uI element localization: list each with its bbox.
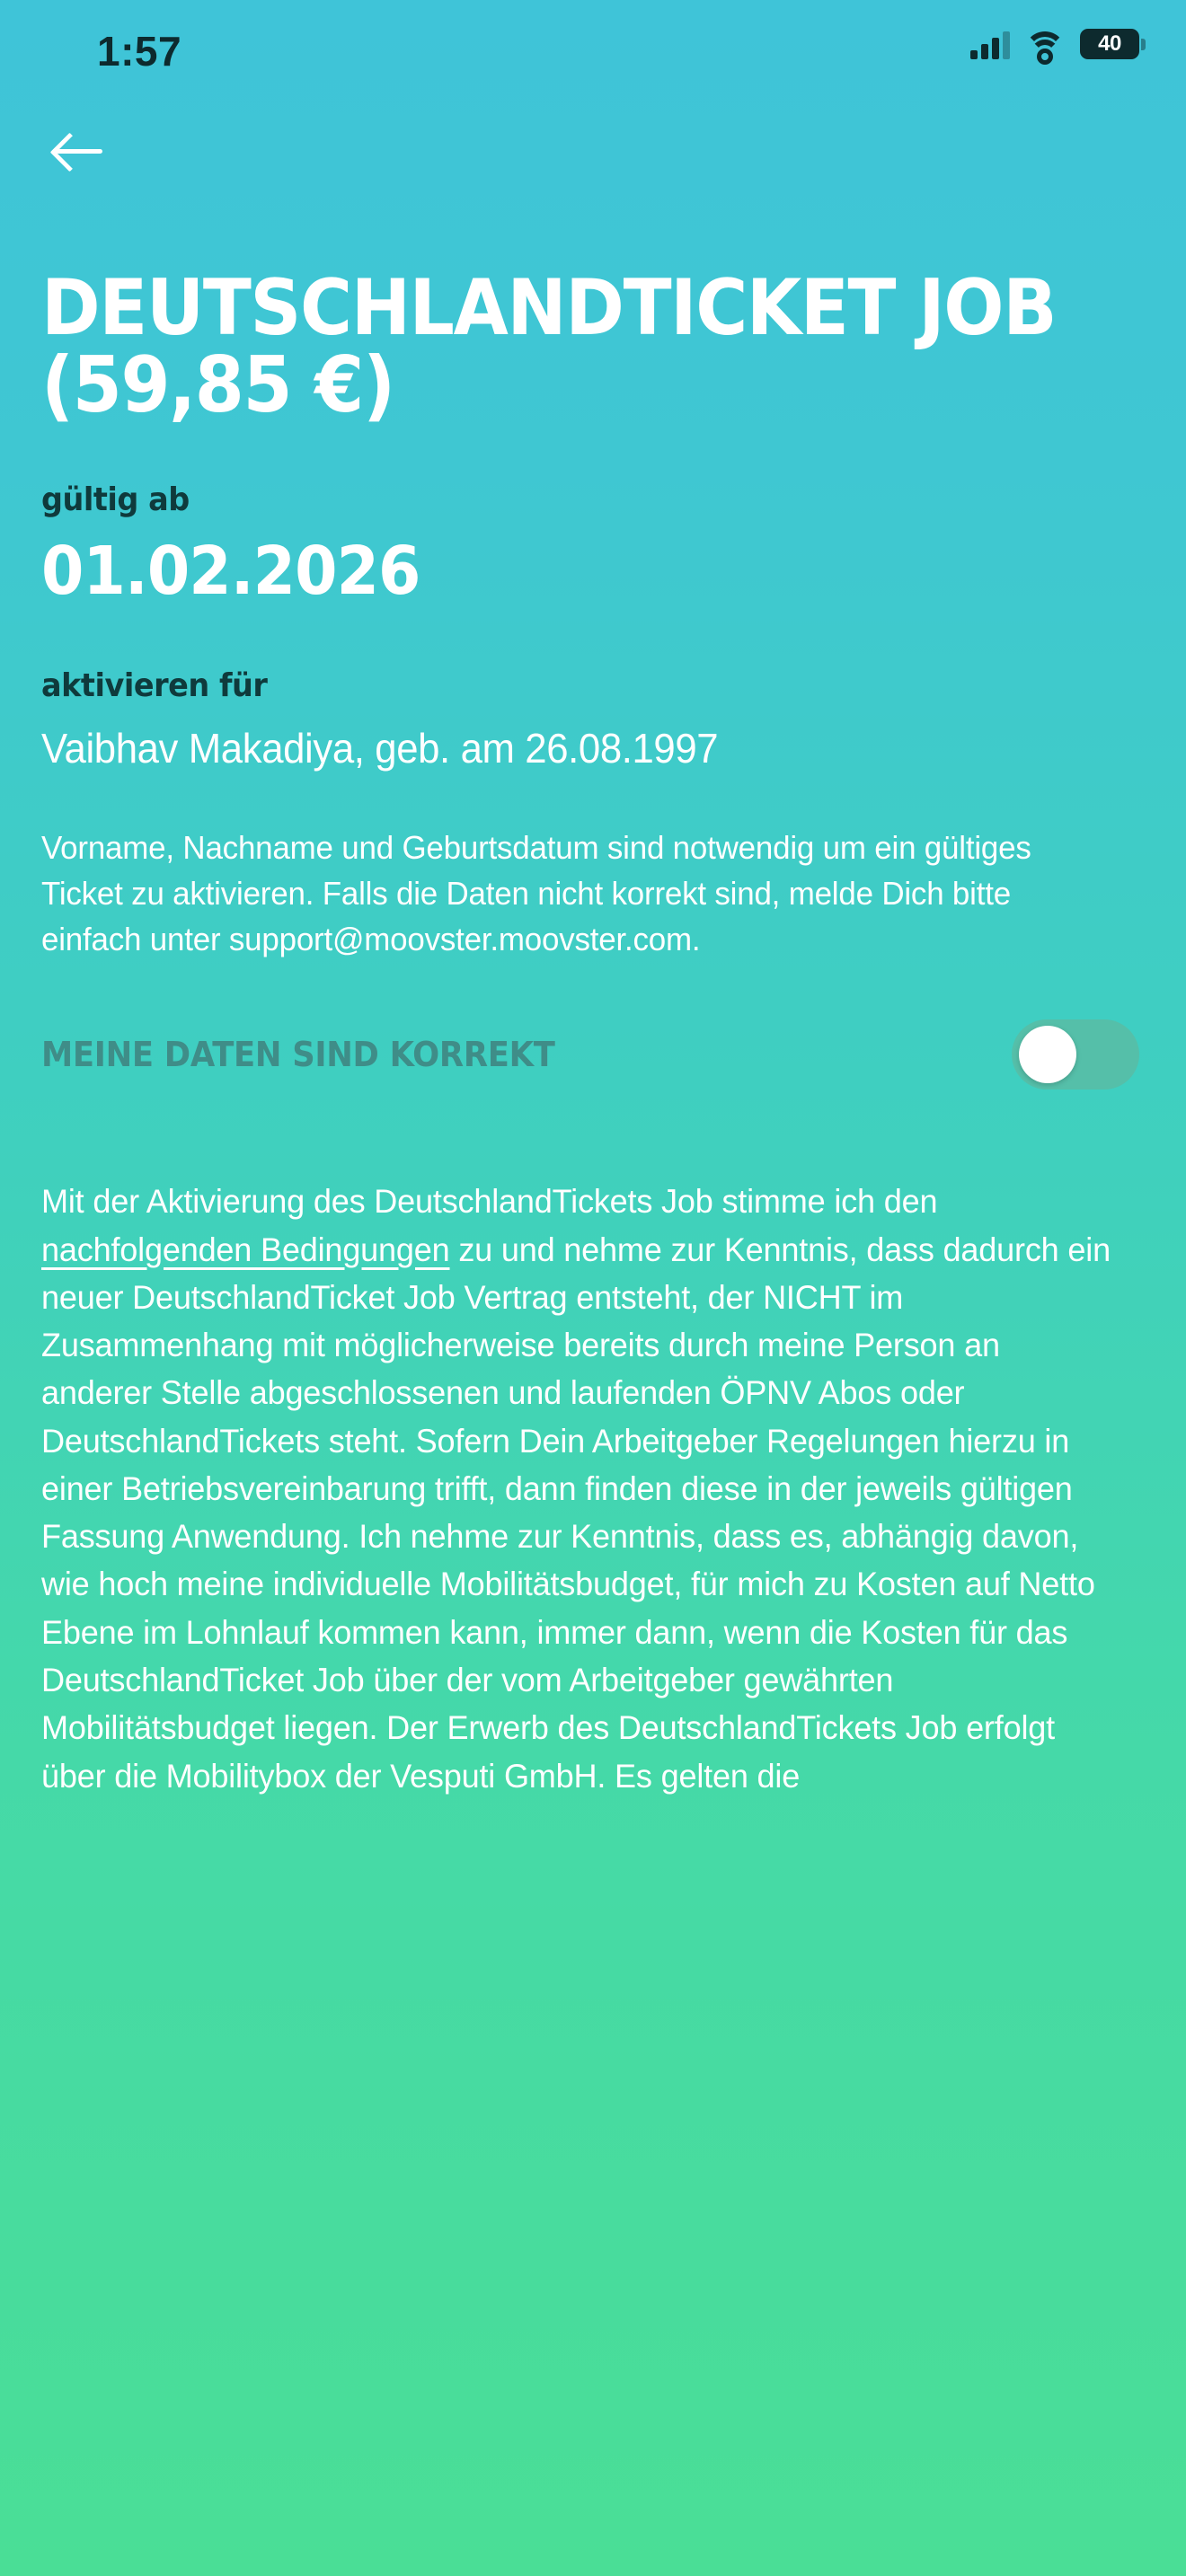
confirm-data-row [41, 1019, 1145, 1090]
person-details: Vaibhav Makadiya, geb. am 26.08.1997 [41, 725, 719, 772]
data-correction-note: Vorname, Nachname und Geburtsdatum sind notwendig um ein gültiges Ticket zu aktivieren. Falls die Daten nicht korrekt sind, melde Dich bitte einfach unter support@moovster.moovster.com. [41, 829, 1031, 958]
battery-level: 40 [1098, 31, 1121, 56]
valid-from-label: gültig ab [41, 481, 190, 518]
main-content [0, 263, 1186, 1800]
terms-conditions-link[interactable]: nachfolgenden Bedingungen [41, 1231, 450, 1268]
page-title: DEUTSCHLANDTICKET JOB (59,85 €) [41, 263, 1057, 430]
terms-text-after: zu und nehme zur Kenntnis, dass dadurch ein neuer DeutschlandTicket Job Vertrag entsteht, der NICHT im Zusammenhang mit möglicherweise bereits durch meine Person an anderer Stelle abgeschlossenen und laufenden ÖPNV Abos oder DeutschlandTickets steht. Sofern Dein Arbeitgeber Regelungen hierzu in einer Betriebsvereinbarung trifft, dann finden diese in der jeweils gültigen Fassung Anwendung. Ich nehme zur Kenntnis, dass es, abhängig davon, wie hoch meine individuelle Mobilitätsbudget, für mich zu Kosten auf Netto Ebene im Lohnlauf kommen kann, immer dann, wenn die Kosten für das DeutschlandTicket Job über der vom Arbeitgeber gewährten Mobilitätsbudget liegen. Der Erwerb des DeutschlandTickets Job erfolgt über die Mobilitybox der Vesputi GmbH. Es gelten die [41, 1231, 1111, 1795]
toggle-knob [1019, 1026, 1076, 1083]
status-indicators [970, 29, 1139, 59]
back-arrow-icon[interactable] [56, 126, 119, 178]
confirm-data-label: MEINE DATEN SIND KORREKT [41, 1035, 555, 1075]
battery-icon [1080, 29, 1139, 59]
activate-for-label: aktivieren für [41, 667, 268, 704]
terms-text-before: Mit der Aktivierung des DeutschlandTickets Job stimme ich den [41, 1183, 938, 1221]
terms-text [41, 1178, 1117, 1799]
wifi-icon [1026, 30, 1064, 58]
status-bar [0, 0, 1186, 101]
confirm-data-toggle[interactable] [1012, 1019, 1139, 1090]
valid-from-date: 01.02.2026 [41, 533, 420, 610]
nav-bar [0, 101, 1186, 199]
status-time: 1:57 [97, 28, 182, 75]
signal-icon [970, 29, 1010, 59]
